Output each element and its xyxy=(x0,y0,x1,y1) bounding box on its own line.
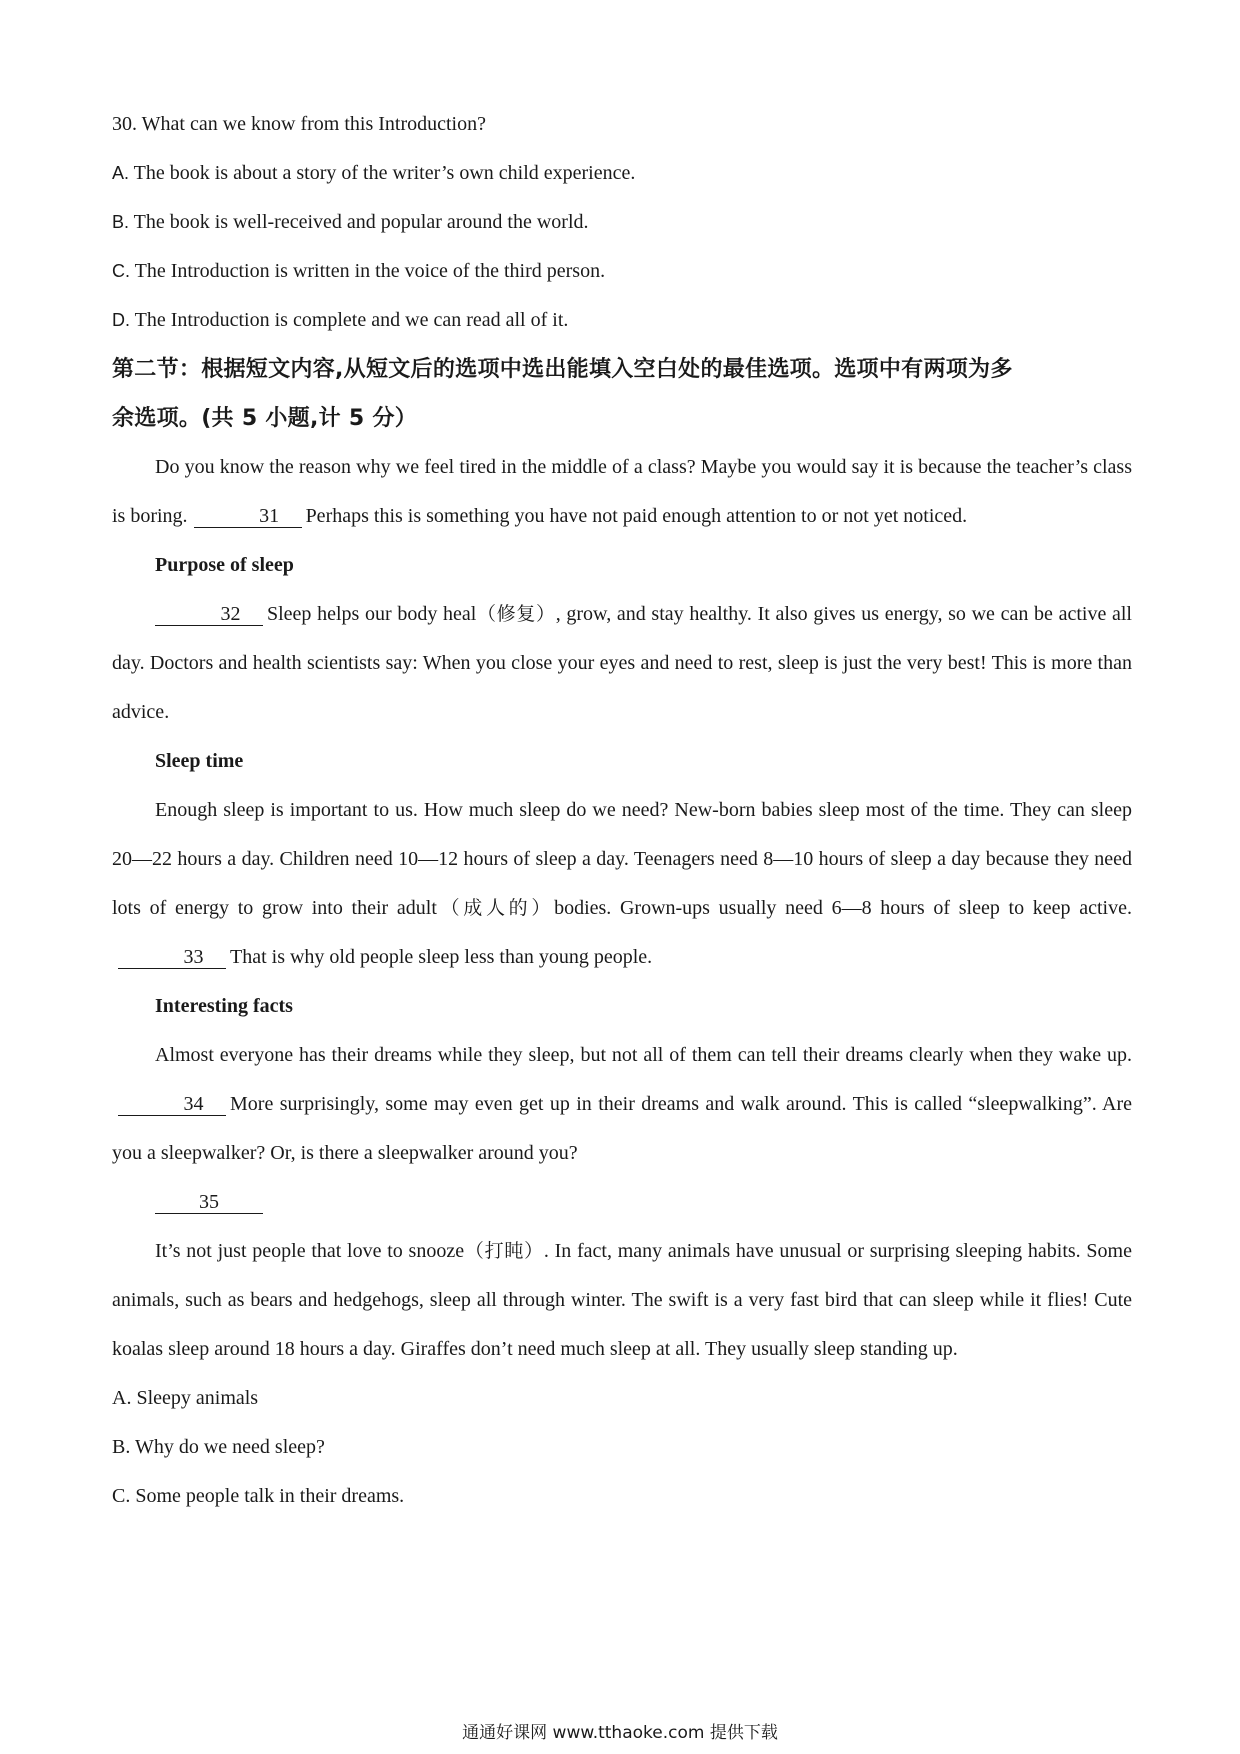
subheading-sleep-time: Sleep time xyxy=(155,750,244,772)
blank-33: 33 xyxy=(118,946,226,969)
choice-text: Sleepy animals xyxy=(136,1387,259,1409)
facts-text: More surprisingly, some may even get up in their dreams and walk around. This is called “sleepwalking”. Are you a sleepwalker? Or, is there a sleepwalker around you? xyxy=(112,1093,1132,1164)
option-text: The book is about a story of the writer’s own child experience. xyxy=(133,162,636,184)
facts-text: Almost everyone has their dreams while they sleep, but not all of them can tell their dreams clearly when they wake up. xyxy=(155,1044,1132,1066)
blank-32: 32 xyxy=(155,603,263,626)
time-cn-gloss: （成人的） xyxy=(436,897,555,919)
q30-option-c xyxy=(112,247,1132,296)
choice-c xyxy=(112,1472,1132,1521)
blank-31: 31 xyxy=(194,505,302,528)
time-text: bodies. Grown-ups usually need 6—8 hours of sleep to keep active. xyxy=(554,897,1132,919)
blank-35: 35 xyxy=(155,1191,263,1214)
choice-b xyxy=(112,1423,1132,1472)
q30-option-d xyxy=(112,296,1132,345)
animals-cn-gloss: （打盹） xyxy=(464,1240,544,1262)
question-30-stem: 30. What can we know from this Introduction? xyxy=(112,113,486,135)
option-text: The Introduction is written in the voice of the third person. xyxy=(134,260,606,282)
blank-34: 34 xyxy=(118,1093,226,1116)
option-text: The book is well-received and popular around the world. xyxy=(133,211,589,233)
choice-text: Why do we need sleep? xyxy=(134,1436,325,1458)
option-letter: B. xyxy=(112,212,130,232)
section-2-heading-line-1: 第二节：根据短文内容,从短文后的选项中选出能填入空白处的最佳选项。选项中有两项为多 xyxy=(112,357,1013,382)
option-letter: A. xyxy=(112,163,130,183)
passage-sleep-time xyxy=(112,786,1132,982)
option-letter: D. xyxy=(112,310,130,330)
passage-animals xyxy=(112,1227,1132,1374)
purpose-text: , grow, and stay healthy. It also gives us energy, so we can be active all day. Doctors and health scientists say: When you close your eyes and need to rest, sleep is just the very best! This is more than advice. xyxy=(112,603,1132,723)
subheading-purpose-of-sleep: Purpose of sleep xyxy=(155,554,294,576)
choice-text: Some people talk in their dreams. xyxy=(135,1485,405,1507)
choice-letter: A. xyxy=(112,1387,132,1409)
choice-letter: B. xyxy=(112,1436,131,1458)
choice-a xyxy=(112,1374,1132,1423)
passage-facts xyxy=(112,1031,1132,1178)
blank-35-row xyxy=(112,1178,1132,1227)
intro-text: Do you know the reason why we feel tired in the middle of a class? Maybe you would say it is because the teacher’s class is boring. xyxy=(112,456,1132,527)
page-footer: 通通好课网 www.tthaoke.com 提供下载 xyxy=(462,1723,778,1743)
option-text: The Introduction is complete and we can read all of it. xyxy=(134,309,569,331)
time-text: That is why old people sleep less than young people. xyxy=(230,946,653,968)
subheading-interesting-facts: Interesting facts xyxy=(155,995,293,1017)
choice-letter: C. xyxy=(112,1485,131,1507)
section-2-heading-line-2: 余选项。(共 5 小题,计 5 分） xyxy=(112,406,418,431)
passage-purpose xyxy=(112,590,1132,737)
time-text: Enough sleep is important to us. How much sleep do we need? New-born babies sleep most of the time. They can sleep 20—22 hours a day. Children need 10—12 hours of sleep a day. Teenagers need 8—10 hours of sleep a day because they need lots of energy to grow into their adult xyxy=(112,799,1132,919)
passage-intro xyxy=(112,443,1132,541)
q30-option-b xyxy=(112,198,1132,247)
animals-text: . In fact, many animals have unusual or surprising sleeping habits. Some animals, such as bears and hedgehogs, sleep all through winter. The swift is a very fast bird that can sleep while it flies! Cute koalas sleep around 18 hours a day. Giraffes don’t need much sleep at all. They usually sleep standing up. xyxy=(112,1240,1132,1360)
q30-option-a xyxy=(112,149,1132,198)
purpose-text: Sleep helps our body heal xyxy=(267,603,477,625)
purpose-cn-gloss: （修复） xyxy=(476,603,556,625)
option-letter: C. xyxy=(112,261,130,281)
intro-text: Perhaps this is something you have not paid enough attention to or not yet noticed. xyxy=(305,505,968,527)
exam-page xyxy=(112,100,1132,1521)
animals-text: It’s not just people that love to snooze xyxy=(155,1240,465,1262)
